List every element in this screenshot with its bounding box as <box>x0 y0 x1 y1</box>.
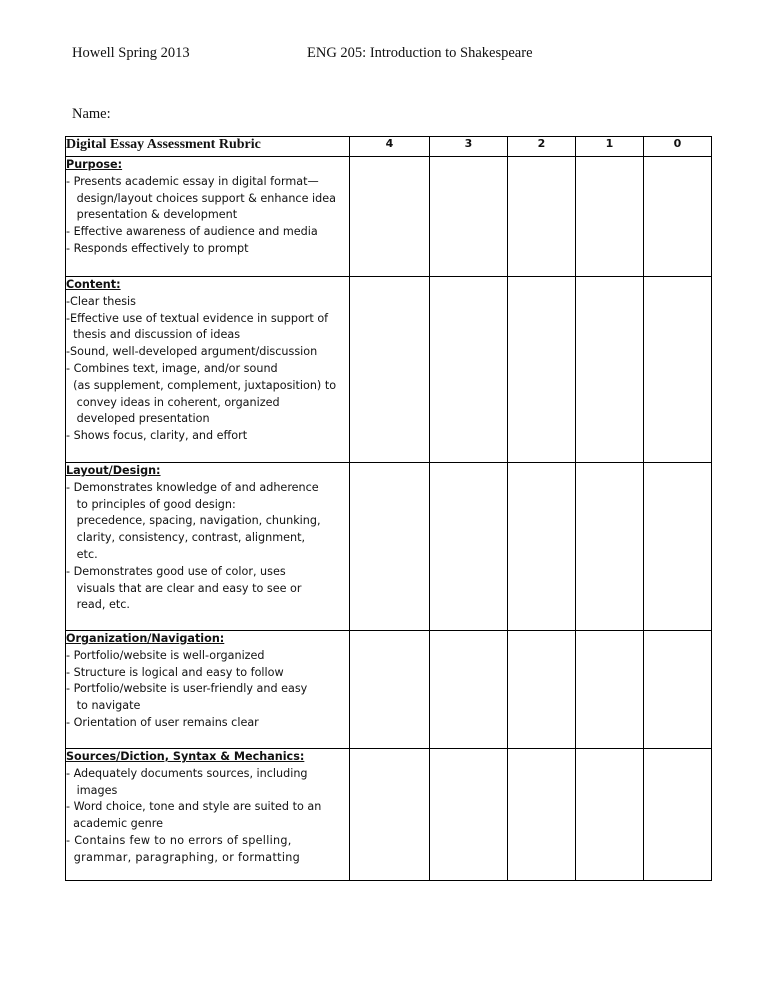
criterion-line: - Effective awareness of audience and media <box>66 225 318 239</box>
rubric-row-content <box>66 277 712 463</box>
score-cell-0[interactable] <box>644 277 712 463</box>
criterion-line: - Contains few to no errors of spelling, <box>66 833 292 847</box>
rubric-row-organization-navigation <box>66 631 712 749</box>
score-cell-4[interactable] <box>350 277 430 463</box>
score-cell-4[interactable] <box>350 157 430 277</box>
criterion-line: - Shows focus, clarity, and effort <box>66 429 248 443</box>
rubric-row-purpose <box>66 157 712 277</box>
score-cell-4[interactable] <box>350 631 430 749</box>
criterion-title: Sources/Diction, Syntax & Mechanics: <box>66 750 305 763</box>
score-cell-4[interactable] <box>350 463 430 631</box>
rubric-header-row <box>66 137 712 157</box>
criterion-line: - Portfolio/website is user-friendly and easy <box>66 682 308 696</box>
criterion-sources-mechanics <box>66 749 350 881</box>
criterion-line: - Demonstrates knowledge of and adherence <box>66 480 319 494</box>
score-cell-2[interactable] <box>508 463 576 631</box>
criterion-line: clarity, consistency, contrast, alignment, <box>66 531 306 545</box>
criterion-line: - Responds effectively to prompt <box>66 241 249 255</box>
criterion-line: - Word choice, tone and style are suited to an <box>66 800 322 814</box>
criterion-line: - Structure is logical and easy to follow <box>66 665 284 679</box>
criterion-line: -Effective use of textual evidence in support of <box>66 311 329 325</box>
score-header-4: 4 <box>350 137 430 157</box>
criterion-line: etc. <box>66 547 98 561</box>
course-instructor-term: Howell Spring 2013 <box>72 45 190 61</box>
score-cell-3[interactable] <box>430 749 508 881</box>
criterion-line: to navigate <box>66 699 141 713</box>
score-cell-0[interactable] <box>644 157 712 277</box>
criterion-line: design/layout choices support & enhance idea <box>66 191 336 205</box>
criterion-organization-navigation <box>66 631 350 749</box>
criterion-line: grammar, paragraphing, or formatting <box>66 850 301 864</box>
criterion-line: images <box>66 783 118 797</box>
score-cell-3[interactable] <box>430 157 508 277</box>
score-cell-2[interactable] <box>508 631 576 749</box>
criterion-title: Content: <box>66 278 121 291</box>
name-field-label: Name: <box>72 106 111 122</box>
score-cell-0[interactable] <box>644 463 712 631</box>
criterion-line: read, etc. <box>66 598 130 612</box>
score-cell-1[interactable] <box>576 463 644 631</box>
score-cell-2[interactable] <box>508 749 576 881</box>
score-header-1: 1 <box>576 137 644 157</box>
score-cell-0[interactable] <box>644 631 712 749</box>
score-header-2: 2 <box>508 137 576 157</box>
score-cell-2[interactable] <box>508 157 576 277</box>
score-cell-1[interactable] <box>576 157 644 277</box>
criterion-line: - Demonstrates good use of color, uses <box>66 564 286 578</box>
criterion-line: - Combines text, image, and/or sound <box>66 361 278 375</box>
criterion-line: - Presents academic essay in digital format— <box>66 174 319 188</box>
score-header-0: 0 <box>644 137 712 157</box>
criterion-title: Purpose: <box>66 158 123 171</box>
criterion-purpose <box>66 157 350 277</box>
criterion-line: - Orientation of user remains clear <box>66 715 259 729</box>
criterion-line: convey ideas in coherent, organized <box>66 395 280 409</box>
rubric-row-layout-design <box>66 463 712 631</box>
criterion-line: academic genre <box>66 817 163 831</box>
score-cell-3[interactable] <box>430 631 508 749</box>
criterion-line: - Portfolio/website is well-organized <box>66 648 265 662</box>
criterion-layout-design <box>66 463 350 631</box>
criterion-line: - Adequately documents sources, including <box>66 766 308 780</box>
criterion-line: developed presentation <box>66 412 210 426</box>
rubric-title: Digital Essay Assessment Rubric <box>66 137 350 157</box>
course-title: ENG 205: Introduction to Shakespeare <box>307 45 533 61</box>
score-cell-1[interactable] <box>576 749 644 881</box>
criterion-line: presentation & development <box>66 208 238 222</box>
criterion-line: (as supplement, complement, juxtaposition) to <box>66 378 337 392</box>
score-cell-1[interactable] <box>576 631 644 749</box>
criterion-line: -Sound, well-developed argument/discussion <box>66 345 318 359</box>
criterion-line: precedence, spacing, navigation, chunking, <box>66 514 321 528</box>
score-cell-2[interactable] <box>508 277 576 463</box>
criterion-line: visuals that are clear and easy to see or <box>66 581 302 595</box>
criterion-content <box>66 277 350 463</box>
score-cell-0[interactable] <box>644 749 712 881</box>
score-cell-4[interactable] <box>350 749 430 881</box>
rubric-row-sources-mechanics <box>66 749 712 881</box>
criterion-line: thesis and discussion of ideas <box>66 328 241 342</box>
criterion-title: Layout/Design: <box>66 464 161 477</box>
rubric-table <box>65 136 712 881</box>
score-cell-1[interactable] <box>576 277 644 463</box>
criterion-title: Organization/Navigation: <box>66 632 225 645</box>
criterion-line: -Clear thesis <box>66 294 136 308</box>
score-cell-3[interactable] <box>430 463 508 631</box>
score-header-3: 3 <box>430 137 508 157</box>
criterion-line: to principles of good design: <box>66 497 236 511</box>
score-cell-3[interactable] <box>430 277 508 463</box>
